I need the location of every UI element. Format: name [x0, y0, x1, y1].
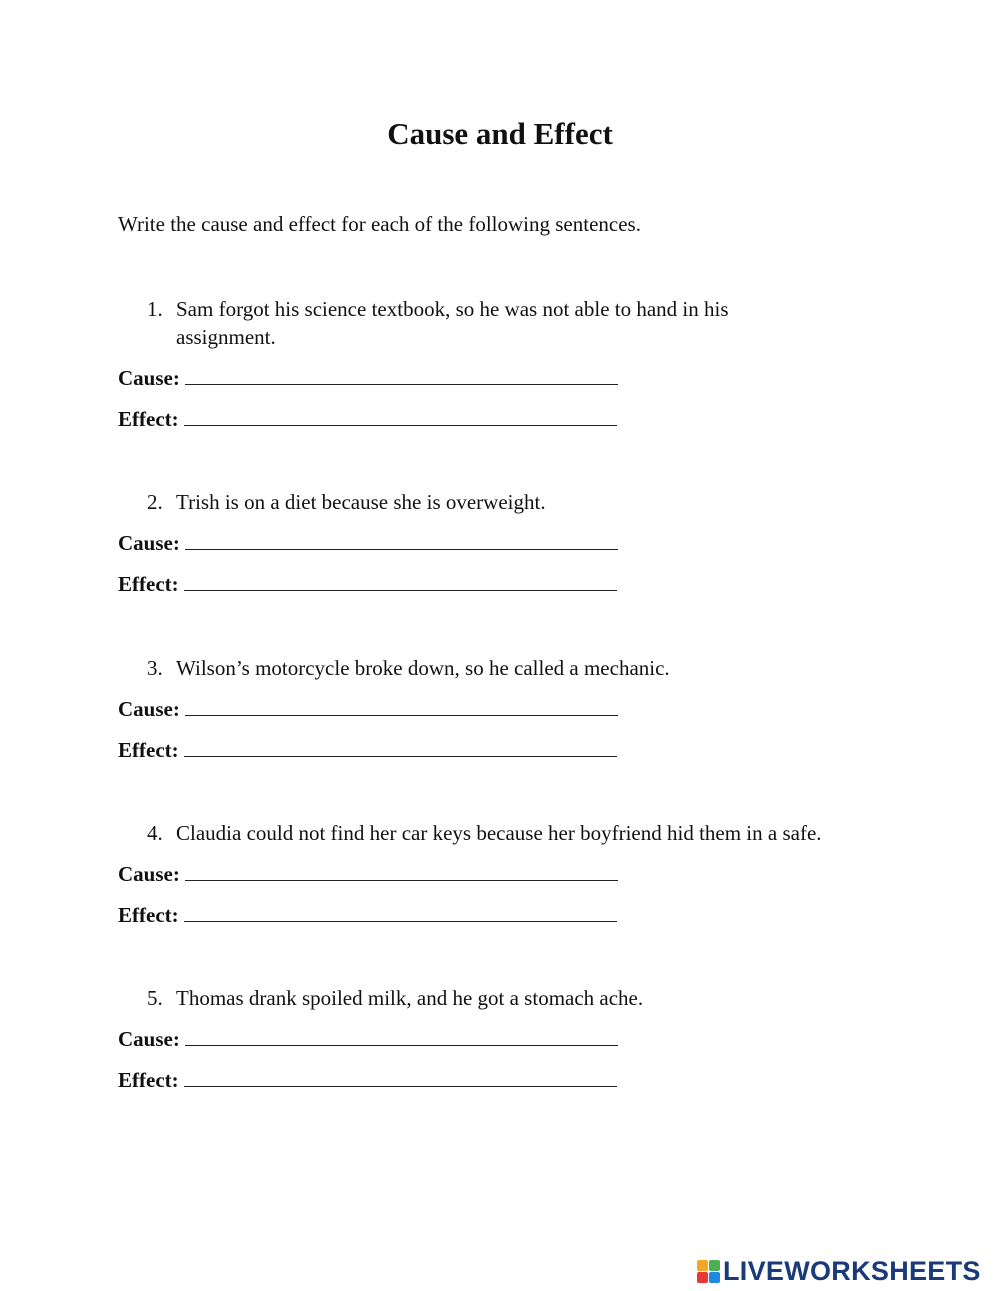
- cause-label: Cause:: [118, 1027, 180, 1051]
- cause-row: [118, 860, 918, 888]
- question-4: [118, 819, 918, 929]
- cause-row: [118, 695, 918, 723]
- instructions: Write the cause and effect for each of the following sentences.: [118, 212, 641, 236]
- cause-answer-line[interactable]: [185, 714, 618, 716]
- effect-label: Effect:: [118, 407, 179, 431]
- logo-text: LIVEWORKSHEETS: [723, 1255, 981, 1286]
- effect-answer-line[interactable]: [184, 589, 617, 591]
- cause-answer-line[interactable]: [185, 548, 618, 550]
- logo-block: [697, 1272, 708, 1283]
- logo-blocks-icon: [697, 1260, 720, 1283]
- liveworksheets-logo: [697, 1256, 981, 1286]
- cause-label: Cause:: [118, 366, 180, 390]
- effect-row: [118, 405, 918, 433]
- question-number: 3.: [147, 656, 163, 680]
- cause-row: [118, 529, 918, 557]
- cause-row: [118, 364, 918, 392]
- question-text: Thomas drank spoiled milk, and he got a stomach ache.: [176, 986, 644, 1010]
- effect-answer-line[interactable]: [184, 755, 617, 757]
- logo-block: [697, 1260, 708, 1271]
- question-text: Sam forgot his science textbook, so he was not able to hand in his assignment.: [176, 297, 729, 349]
- effect-answer-line[interactable]: [184, 1085, 617, 1087]
- cause-answer-line[interactable]: [185, 1044, 618, 1046]
- logo-block: [709, 1272, 720, 1283]
- effect-label: Effect:: [118, 738, 179, 762]
- question-5: [118, 984, 918, 1094]
- question-number: 5.: [147, 986, 163, 1010]
- question-2: [118, 488, 918, 598]
- question-1: [118, 295, 918, 433]
- effect-row: [118, 1066, 918, 1094]
- effect-row: [118, 736, 918, 764]
- cause-label: Cause:: [118, 697, 180, 721]
- effect-label: Effect:: [118, 903, 179, 927]
- effect-row: [118, 901, 918, 929]
- question-text: Wilson’s motorcycle broke down, so he called a mechanic.: [176, 656, 670, 680]
- logo-block: [709, 1260, 720, 1271]
- worksheet-title: Cause and Effect: [387, 116, 613, 151]
- cause-answer-line[interactable]: [185, 879, 618, 881]
- cause-answer-line[interactable]: [185, 383, 618, 385]
- question-text: Trish is on a diet because she is overweight.: [176, 490, 546, 514]
- question-text: Claudia could not find her car keys because her boyfriend hid them in a safe.: [176, 821, 822, 845]
- effect-answer-line[interactable]: [184, 424, 617, 426]
- effect-label: Effect:: [118, 1068, 179, 1092]
- cause-row: [118, 1025, 918, 1053]
- effect-label: Effect:: [118, 572, 179, 596]
- effect-answer-line[interactable]: [184, 920, 617, 922]
- question-3: [118, 654, 918, 764]
- cause-label: Cause:: [118, 862, 180, 886]
- cause-label: Cause:: [118, 531, 180, 555]
- question-number: 1.: [147, 297, 163, 321]
- question-number: 4.: [147, 821, 163, 845]
- effect-row: [118, 570, 918, 598]
- question-number: 2.: [147, 490, 163, 514]
